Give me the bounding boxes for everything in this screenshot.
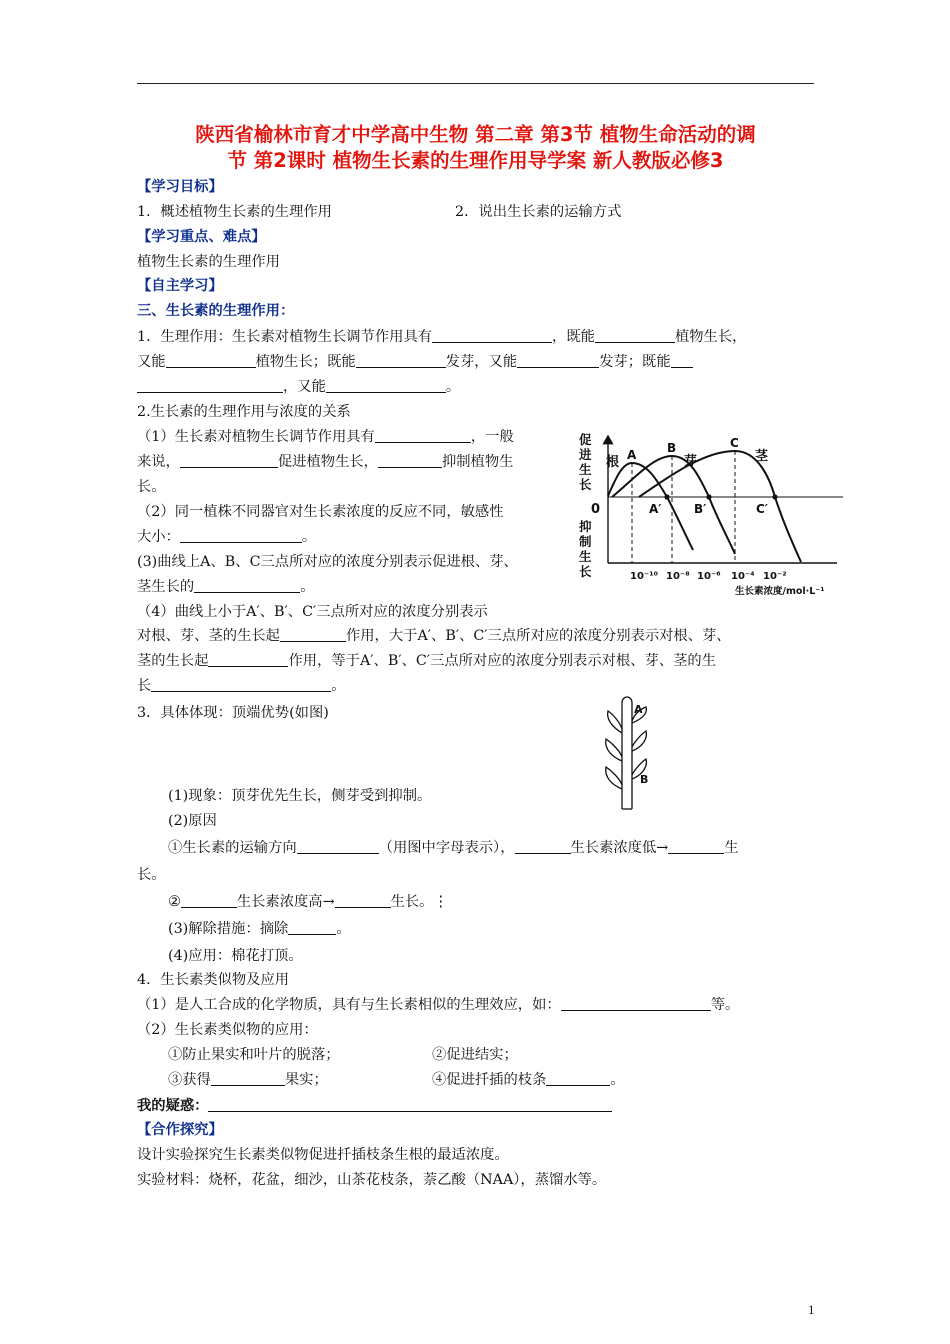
q2-p1-line-1: [137, 427, 514, 447]
q2-text: 。: [331, 678, 346, 694]
x-tick: 10⁻⁶: [697, 571, 721, 582]
q4-line-3b: ②促进结实；: [432, 1047, 518, 1063]
q4-text: （1）是人工合成的化学物质，具有与生长素相似的生理效应，如：: [137, 997, 561, 1013]
q3-cause-2: [168, 892, 448, 912]
answer-blank[interactable]: [356, 353, 446, 368]
plant-label-b: B: [640, 773, 649, 786]
q4-text: 果实；: [284, 1072, 328, 1088]
q3-remedy: [168, 919, 351, 939]
answer-blank[interactable]: [297, 839, 379, 854]
q3-cause-1: [168, 838, 739, 858]
q1-text-e: 植物生长；既能: [255, 354, 356, 370]
q3-text: 。: [336, 921, 351, 937]
doubts-label: 我的疑惑：: [137, 1098, 209, 1114]
q2-text: 茎的生长起: [137, 653, 209, 669]
objective-1: [137, 202, 332, 222]
point-c-prime-label: C′: [756, 502, 768, 516]
answer-blank[interactable]: [180, 528, 302, 543]
curve-label-stem: 茎: [755, 449, 769, 464]
q2-text: 抑制植物生: [441, 454, 514, 470]
answer-blank[interactable]: [561, 996, 711, 1011]
objectives-heading: 【学习目标】: [137, 179, 223, 195]
point-a-label: A: [627, 448, 637, 462]
ylabel-promote-3: 生: [579, 462, 592, 477]
answer-blank[interactable]: [432, 328, 552, 343]
apical-dominance-plant-figure: [598, 693, 658, 811]
answer-blank[interactable]: [326, 378, 446, 393]
plant-label-a: A: [634, 703, 643, 716]
q1-text-a: 1．生理作用：生长素对植物生长调节作用具有: [137, 329, 433, 345]
q4-line-2: （2）生长素类似物的应用：: [137, 1022, 318, 1038]
leaf-right-middle: [632, 731, 646, 751]
answer-blank[interactable]: [151, 677, 331, 692]
q2-text: 作用，等于A′、B′、C′三点所对应的浓度分别表示对根、芽、茎的生: [288, 653, 717, 669]
auxin-response-chart: [575, 430, 843, 598]
curve-label-bud: 芽: [684, 454, 698, 469]
q3-text: ②: [168, 894, 181, 910]
answer-blank[interactable]: [211, 1071, 285, 1086]
ylabel-inhibit-1: 抑: [579, 519, 592, 534]
q2-p4-line-2: [137, 626, 731, 646]
objective-2: 2．说出生长素的运输方式: [455, 204, 622, 220]
q2-text: 茎生长的: [137, 579, 195, 595]
q4-text: 等。: [710, 997, 740, 1013]
x-tick: 10⁻⁴: [731, 571, 755, 582]
q3-text: 生长素浓度高→: [236, 894, 335, 910]
q4-text: ③获得: [168, 1072, 211, 1088]
q2-text: 大小：: [137, 529, 180, 545]
answer-blank[interactable]: [194, 578, 300, 593]
x-axis-label: 生长素浓度/mol·L⁻¹: [735, 586, 825, 597]
curve-bud: [612, 456, 735, 554]
ylabel-inhibit-3: 生: [579, 549, 592, 564]
q1-line-2: [137, 352, 693, 372]
q2-text: （1）生长素对植物生长调节作用具有: [137, 429, 375, 445]
q3-cause: (2)原因: [168, 813, 217, 829]
answer-blank[interactable]: [181, 893, 237, 908]
ylabel-inhibit-4: 长: [579, 564, 592, 579]
q2-text: 长: [137, 678, 152, 694]
point-b-prime-label: B′: [694, 502, 707, 516]
title-line-1: 陕西省榆林市育才中学高中生物 第二章 第3节 植物生命活动的调: [195, 123, 756, 146]
q1-text-i: 。: [445, 379, 461, 395]
section-3-heading: 三、生长素的生理作用：: [137, 303, 295, 319]
leaf-left-lower: [606, 767, 622, 789]
ylabel-promote-4: 长: [579, 477, 592, 492]
answer-blank[interactable]: [515, 839, 571, 854]
ylabel-promote-2: 进: [579, 447, 592, 462]
q1-line-1: [137, 327, 746, 347]
q4-line-4b: [432, 1070, 625, 1090]
q3-text: (3)解除措施：摘除: [168, 921, 289, 937]
answer-blank[interactable]: [280, 627, 346, 642]
answer-blank[interactable]: [546, 1071, 610, 1086]
q3-text: 生长。⋮: [390, 894, 448, 910]
coop-line-1: 设计实验探究生长素类似物促进扦插枝条生根的最适浓度。: [137, 1147, 509, 1163]
q2-text: 来说，: [137, 454, 180, 470]
answer-blank[interactable]: [180, 453, 278, 468]
q2-p4-line-1: （4）曲线上小于A′、B′、C′三点所对应的浓度分别表示: [137, 604, 488, 620]
ylabel-inhibit-2: 制: [579, 534, 592, 549]
coop-line-2: 实验材料：烧杯，花盆，细沙，山茶花枝条，萘乙酸（NAA），蒸馏水等。: [137, 1172, 607, 1188]
x-tick: 10⁻¹⁰: [630, 571, 658, 582]
q3-heading: 3．具体体现：顶端优势(如图): [137, 705, 329, 721]
title-line-2: 节 第2课时 植物生长素的生理作用导学案 新人教版必修3: [227, 149, 724, 172]
page-number: 1: [808, 1302, 815, 1317]
keypoints-text: 植物生长素的生理作用: [137, 254, 280, 270]
q4-line-3a: ①防止果实和叶片的脱落；: [168, 1047, 340, 1063]
point-b-label: B: [667, 441, 677, 455]
q2-p2-line-1: （2）同一植株不同器官对生长素浓度的反应不同，敏感性: [137, 504, 504, 520]
q2-p3-line-1: (3)曲线上A、B、C三点所对应的浓度分别表示促进根、芽、: [137, 554, 518, 570]
answer-blank[interactable]: [517, 353, 599, 368]
answer-blank[interactable]: [137, 378, 283, 393]
x-tick: 10⁻⁸: [666, 571, 690, 582]
q1-text-d: 又能: [137, 354, 166, 370]
leaf-left-middle: [606, 739, 622, 761]
q4-text: 。: [610, 1072, 625, 1088]
q2-p4-line-4: [137, 676, 346, 696]
q1-text-h: ，又能: [283, 379, 326, 395]
q4-line-4a: [168, 1070, 328, 1090]
curve-label-root: 根: [606, 455, 620, 470]
point-b-prime: [706, 494, 711, 499]
q3-text: 生: [724, 840, 739, 856]
zero-label: 0: [591, 502, 601, 517]
q3-cause-1-cont: 长。: [137, 867, 166, 883]
q2-text: 促进植物生长，: [277, 454, 378, 470]
answer-blank[interactable]: [671, 353, 693, 368]
q4-line-1: [137, 995, 739, 1015]
objective-1-text: 1．概述植物生长素的生理作用: [137, 204, 332, 220]
answer-blank[interactable]: [208, 652, 288, 667]
self-study-heading: 【自主学习】: [137, 278, 223, 294]
answer-blank[interactable]: [288, 920, 336, 935]
leaf-left-upper: [608, 711, 622, 733]
q3-text: 生长素浓度低→: [570, 840, 669, 856]
point-c-label: C: [730, 436, 739, 450]
q1-text-g: 发芽；既能: [599, 354, 671, 370]
header-rule: [137, 83, 814, 84]
keypoints-heading: 【学习重点、难点】: [137, 229, 266, 245]
q2-text: 。: [301, 529, 317, 545]
page-title: [137, 122, 814, 174]
answer-blank[interactable]: [208, 1097, 612, 1112]
q2-p1-line-2: [137, 452, 513, 472]
q3-text: （用图中字母表示），: [378, 840, 515, 856]
q4-heading: 4．生长素类似物及应用: [137, 972, 290, 988]
q2-text: ，一般: [470, 429, 514, 445]
ylabel-promote-1: 促: [579, 432, 592, 447]
q2-p4-line-3: [137, 651, 716, 671]
plant-stem: [622, 697, 632, 809]
q1-text-b: ，既能: [552, 329, 595, 345]
point-a-prime-label: A′: [649, 502, 662, 516]
q1-text-f: 发芽，又能: [445, 354, 518, 370]
answer-blank[interactable]: [378, 453, 442, 468]
q3-application: (4)应用：棉花打顶。: [168, 948, 303, 964]
point-c-prime: [772, 494, 777, 499]
answer-blank[interactable]: [166, 353, 256, 368]
q1-text-c: 植物生长，: [674, 329, 747, 345]
q2-p2-line-2: [137, 527, 316, 547]
answer-blank[interactable]: [375, 428, 471, 443]
x-tick: 10⁻²: [763, 571, 787, 582]
coop-heading: 【合作探究】: [137, 1122, 223, 1138]
q2-text: 作用，大于A′、B′、C′三点所对应的浓度分别表示对根、芽、: [345, 628, 731, 644]
doubts-line: [137, 1096, 612, 1116]
answer-blank[interactable]: [335, 893, 391, 908]
answer-blank[interactable]: [668, 839, 724, 854]
q1-line-3: [137, 377, 460, 397]
q4-text: ④促进扦插的枝条: [432, 1072, 547, 1088]
q2-heading: 2.生长素的生理作用与浓度的关系: [137, 404, 351, 420]
q2-text: 。: [300, 579, 315, 595]
q3-text: ①生长素的运输方向: [168, 840, 297, 856]
point-a-prime: [664, 494, 669, 499]
q2-text: 对根、芽、茎的生长起: [137, 628, 280, 644]
q2-p3-line-2: [137, 577, 314, 597]
q2-p1-line-3: 长。: [137, 479, 166, 495]
curve-stem: [639, 451, 801, 562]
answer-blank[interactable]: [595, 328, 675, 343]
q3-phenomenon: (1)现象：顶芽优先生长，侧芽受到抑制。: [168, 788, 432, 804]
